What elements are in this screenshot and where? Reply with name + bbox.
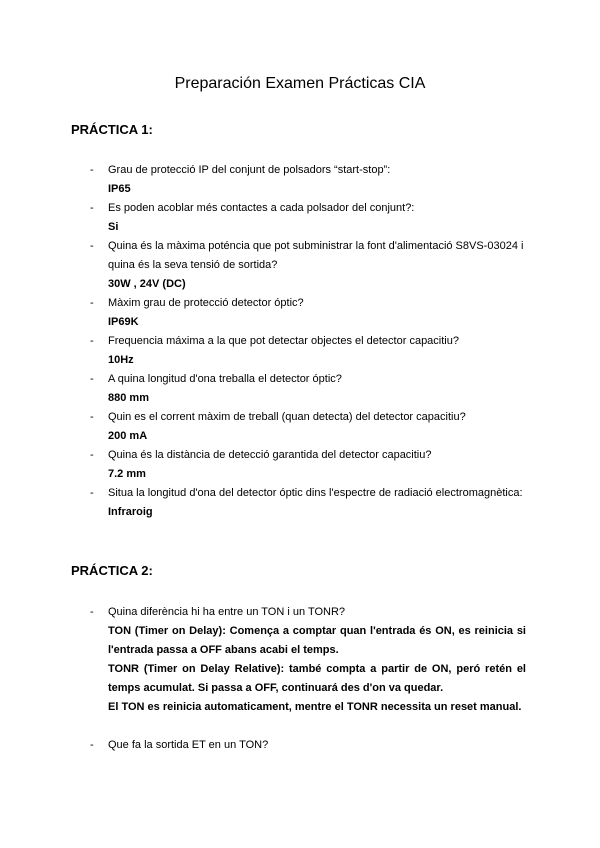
list-bullet: - <box>90 297 94 309</box>
list-bullet: - <box>90 411 94 423</box>
document-title: Preparación Examen Prácticas CIA <box>174 75 426 92</box>
list-bullet: - <box>90 164 94 176</box>
answer-paragraph-ton: TON (Timer on Delay): Comença a comptar quan l'entrada és ON, es reinicia si l'entrada passa a OFF abans acabi el temps. <box>108 625 526 656</box>
answer-text: 880 mm <box>108 392 149 404</box>
question-text: Grau de protecció IP del conjunt de polsadors “start-stop”: <box>108 164 391 176</box>
question-text: Quin es el corrent màxim de treball (quan detecta) del detector capacitiu? <box>108 411 466 423</box>
question-text: Que fa la sortida ET en un TON? <box>108 739 269 751</box>
list-bullet: - <box>90 487 94 499</box>
list-bullet: - <box>90 449 94 461</box>
answer-text: Infraroig <box>108 506 153 518</box>
question-text: Quina diferència hi ha entre un TON i un TONR? <box>108 606 346 618</box>
answer-text: Si <box>108 221 119 233</box>
answer-text: 30W , 24V (DC) <box>108 278 186 290</box>
list-bullet: - <box>90 373 94 385</box>
question-text: A quina longitud d'ona treballa el detector óptic? <box>108 373 342 385</box>
answer-text: IP65 <box>108 183 131 195</box>
answer-text: 7.2 mm <box>108 468 146 480</box>
question-text: Quina és la màxima poténcia que pot subministrar la font d'alimentació S8VS-03024 i quina és la seva tensió de sortida? <box>108 240 524 271</box>
list-bullet: - <box>90 240 94 252</box>
answer-paragraphs <box>108 622 526 717</box>
list-bullet: - <box>90 335 94 347</box>
answer-paragraph-tonr: TONR (Timer on Delay Relative): també compta a partir de ON, peró retén el temps acumulat. Si passa a OFF, continuará des d'on va quedar. <box>108 663 526 694</box>
list-bullet: - <box>90 606 94 618</box>
question-text: Frequencia máxima a la que pot detectar objectes el detector capacitiu? <box>108 335 459 347</box>
question-text: Es poden acoblar més contactes a cada polsador del conjunt?: <box>108 202 415 214</box>
section-heading-practica-1: PRÁCTICA 1: <box>71 122 153 137</box>
answer-text: IP69K <box>108 316 139 328</box>
section-heading-practica-2: PRÁCTICA 2: <box>71 563 153 578</box>
question-text: Situa la longitud d'ona del detector óptic dins l'espectre de radiació electromagnètica: <box>108 487 523 499</box>
question-text: Quina és la distància de detecció garantida del detector capacitiu? <box>108 449 432 461</box>
answer-paragraph-summary: El TON es reinicia automaticament, mentre el TONR necessita un reset manual. <box>108 701 522 713</box>
list-bullet: - <box>90 202 94 214</box>
answer-text: 10Hz <box>108 354 134 366</box>
question-text: Màxim grau de protecció detector óptic? <box>108 297 304 309</box>
answer-text: 200 mA <box>108 430 148 442</box>
list-bullet: - <box>90 739 94 751</box>
